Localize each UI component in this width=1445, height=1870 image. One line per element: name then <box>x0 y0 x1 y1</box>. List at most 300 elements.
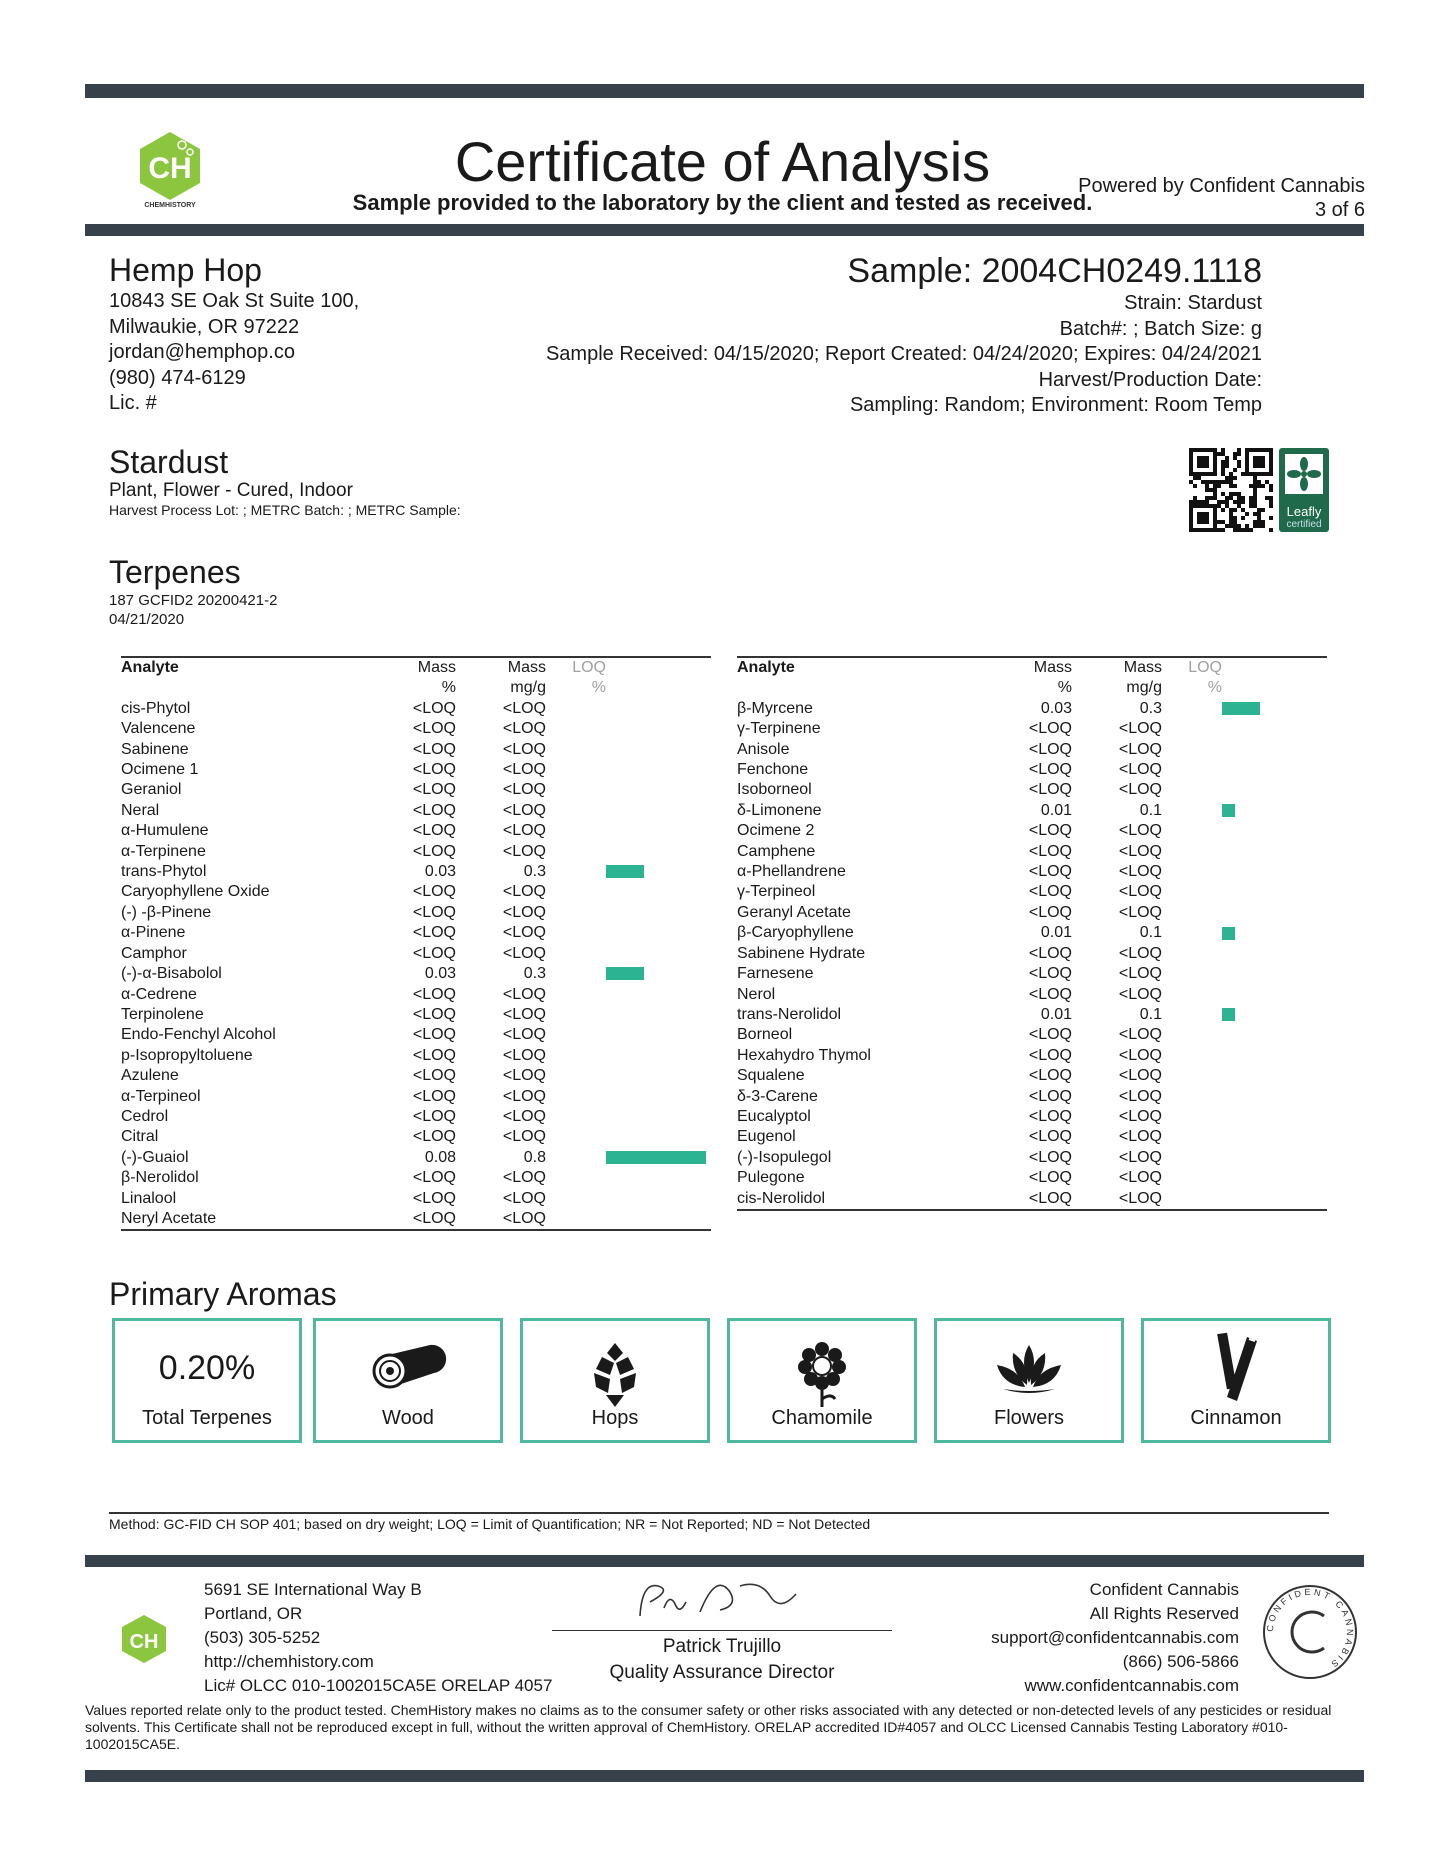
analyte-name: Pulegone <box>737 1169 805 1187</box>
method-rule <box>109 1512 1329 1514</box>
confident-cannabis-seal <box>1260 1582 1360 1682</box>
client-address-2: Milwaukie, OR 97222 <box>109 315 300 338</box>
terpene-row <box>737 780 1327 800</box>
sample-dates: Sample Received: 04/15/2020; Report Created: 04/24/2020; Expires: 04/24/2021 <box>545 343 1262 365</box>
mass-pct: <LOQ <box>412 924 456 942</box>
mass-pct: <LOQ <box>1028 903 1072 921</box>
client-email: jordan@hemphop.co <box>109 341 295 363</box>
product-type: Plant, Flower - Cured, Indoor <box>109 480 353 501</box>
analyte-name: (-)-α-Bisabolol <box>121 965 222 983</box>
analyte-name: trans-Nerolidol <box>737 1005 842 1023</box>
mass-pct: 0.08 <box>424 1148 456 1166</box>
concentration-bar <box>606 865 644 878</box>
mass-pct: <LOQ <box>412 985 456 1003</box>
terpene-row <box>737 985 1327 1005</box>
terpene-row <box>121 821 711 841</box>
cc-rights: All Rights Reserved <box>1089 1604 1239 1623</box>
mass-mg: 0.1 <box>1139 924 1162 942</box>
mass-mg: <LOQ <box>456 1209 546 1230</box>
mass-mg: 0.1 <box>1139 801 1162 819</box>
lab-address-1: 5691 SE International Way B <box>204 1580 422 1599</box>
logo-letters: CH <box>148 152 192 185</box>
analyte-name: δ-3-Carene <box>737 1087 818 1105</box>
mass-mg: <LOQ <box>502 1189 546 1207</box>
analyte-name: Sabinene Hydrate <box>737 944 866 962</box>
terpene-row <box>121 1107 711 1127</box>
col-mass-pct: Mass <box>992 657 1072 678</box>
mass-pct: <LOQ <box>412 1169 456 1187</box>
cc-website[interactable]: www.confidentcannabis.com <box>1024 1676 1239 1695</box>
mass-mg: <LOQ <box>502 1046 546 1064</box>
mass-pct: <LOQ <box>1028 1107 1072 1125</box>
terpene-row <box>737 1189 1327 1210</box>
mass-mg: <LOQ <box>1118 903 1162 921</box>
lab-phone: (503) 305-5252 <box>204 1628 321 1647</box>
mass-pct: 0.01 <box>1040 1005 1072 1023</box>
analyte-name: β-Myrcene <box>737 699 813 717</box>
analyte-name: cis-Phytol <box>121 699 191 717</box>
mass-mg: <LOQ <box>1118 1067 1162 1085</box>
terpene-row <box>737 760 1327 780</box>
analyte-name: Citral <box>121 1128 159 1146</box>
page-title: Certificate of Analysis <box>454 130 991 193</box>
mass-mg: <LOQ <box>502 699 546 717</box>
terpene-row <box>121 760 711 780</box>
mass-mg: <LOQ <box>1118 965 1162 983</box>
terpenes-instrument: 187 GCFID2 20200421-2 <box>109 592 278 609</box>
aroma-label: Cinnamon <box>1190 1407 1282 1429</box>
footer-rule <box>85 1555 1364 1567</box>
terpene-row <box>121 964 711 984</box>
aroma-hops <box>520 1318 710 1443</box>
analyte-name: α-Humulene <box>121 822 209 840</box>
total-terpenes-label: Total Terpenes <box>142 1407 272 1429</box>
terpenes-table-right <box>737 656 1327 1211</box>
analyte-name: Neryl Acetate <box>121 1209 376 1230</box>
analyte-name: Geranyl Acetate <box>737 903 851 921</box>
client-license: Lic. # <box>109 392 157 414</box>
terpene-row <box>737 1127 1327 1147</box>
analyte-name: β-Caryophyllene <box>737 924 854 942</box>
logo-wordmark: CHEMHISTORY <box>144 202 196 208</box>
leafly-label: Leafly <box>1286 504 1322 519</box>
terpene-row <box>737 1087 1327 1107</box>
aroma-label: Chamomile <box>771 1407 873 1429</box>
terpene-row <box>737 842 1327 862</box>
analyte-name: Borneol <box>737 1026 793 1044</box>
leafly-leaf-icon <box>1279 448 1329 500</box>
analyte-name: cis-Nerolidol <box>737 1189 992 1210</box>
mass-pct: <LOQ <box>1028 842 1072 860</box>
mass-pct: <LOQ <box>412 883 456 901</box>
top-rule <box>85 84 1364 98</box>
mass-mg: <LOQ <box>502 985 546 1003</box>
lab-license: Lic# OLCC 010-1002015CA5E ORELAP 4057 <box>204 1676 553 1695</box>
col-analyte: Analyte <box>737 657 992 678</box>
analyte-name: (-) -β-Pinene <box>121 903 212 921</box>
analyte-name: Anisole <box>737 740 790 758</box>
mass-mg: <LOQ <box>1118 761 1162 779</box>
mass-pct: <LOQ <box>376 1209 456 1230</box>
powered-by <box>1078 174 1365 222</box>
analyte-name: Fenchone <box>737 761 809 779</box>
mass-mg: <LOQ <box>502 740 546 758</box>
concentration-bar <box>606 1151 706 1164</box>
analyte-name: Hexahydro Thymol <box>737 1046 871 1064</box>
mass-pct: <LOQ <box>412 903 456 921</box>
cc-name: Confident Cannabis <box>1089 1580 1239 1599</box>
client-address-1: 10843 SE Oak St Suite 100, <box>109 290 360 312</box>
terpene-row <box>737 964 1327 984</box>
terpene-row <box>737 719 1327 739</box>
lab-info <box>204 1578 552 1698</box>
analyte-name: Endo-Fenchyl Alcohol <box>121 1026 276 1044</box>
terpene-row <box>737 862 1327 882</box>
lab-address-2: Portland, OR <box>204 1604 303 1623</box>
mass-mg: <LOQ <box>1118 883 1162 901</box>
leafly-sub: certified <box>1286 519 1322 530</box>
mass-mg: 0.3 <box>1139 699 1162 717</box>
chamomile-icon <box>787 1339 857 1409</box>
client-phone: (980) 474-6129 <box>109 366 246 389</box>
page-number: 3 of 6 <box>1314 199 1365 221</box>
analyte-name: (-)-Isopulegol <box>737 1148 832 1166</box>
unit-pct: % <box>1057 679 1072 697</box>
mass-mg: <LOQ <box>1118 1107 1162 1125</box>
mass-pct: <LOQ <box>412 699 456 717</box>
aromas-title: Primary Aromas <box>109 1276 337 1312</box>
terpene-row <box>737 1025 1327 1045</box>
powered-by-text: Powered by Confident Cannabis <box>1078 175 1365 197</box>
mass-pct: <LOQ <box>1028 1087 1072 1105</box>
terpene-row <box>121 1127 711 1147</box>
product-name: Stardust <box>109 444 229 480</box>
concentration-bar <box>1222 927 1235 940</box>
terpene-row <box>121 842 711 862</box>
signer-title: Quality Assurance Director <box>609 1662 835 1683</box>
analyte-name: Farnesene <box>737 965 814 983</box>
mass-pct: 0.03 <box>424 863 456 881</box>
terpene-row <box>121 985 711 1005</box>
analyte-name: Camphor <box>121 944 187 962</box>
analyte-name: α-Cedrene <box>121 985 197 1003</box>
signature-line <box>552 1630 892 1631</box>
mass-pct: <LOQ <box>1028 1067 1072 1085</box>
signer-name: Patrick Trujillo <box>662 1636 782 1657</box>
mass-mg: <LOQ <box>1118 842 1162 860</box>
mass-pct: <LOQ <box>1028 1148 1072 1166</box>
mass-mg: <LOQ <box>502 1169 546 1187</box>
mass-pct: <LOQ <box>412 822 456 840</box>
col-mass-mg: Mass <box>1072 657 1162 678</box>
mass-mg: <LOQ <box>502 1067 546 1085</box>
terpene-row <box>737 801 1327 821</box>
analyte-name: Linalool <box>121 1189 177 1207</box>
mass-mg: <LOQ <box>1118 944 1162 962</box>
aroma-wood <box>313 1318 503 1443</box>
sample-strain: Strain: Stardust <box>1124 292 1262 314</box>
analyte-name: Geraniol <box>121 781 182 799</box>
mass-mg: <LOQ <box>502 924 546 942</box>
mass-mg: <LOQ <box>502 822 546 840</box>
client-card <box>85 250 1354 430</box>
analyte-name: Squalene <box>737 1067 805 1085</box>
cinnamon-icon <box>1201 1329 1271 1409</box>
terpene-row <box>737 1107 1327 1127</box>
terpene-row <box>121 1168 711 1188</box>
terpene-row <box>737 903 1327 923</box>
terpene-row <box>121 862 711 882</box>
mass-pct: <LOQ <box>412 720 456 738</box>
qr-code[interactable] <box>1189 448 1273 532</box>
analyte-name: Camphene <box>737 842 816 860</box>
mass-pct: 0.01 <box>1040 801 1072 819</box>
terpene-row <box>737 1148 1327 1168</box>
analyte-name: α-Pinene <box>121 924 186 942</box>
analyte-name: δ-Limonene <box>737 801 822 819</box>
mass-pct: <LOQ <box>412 1026 456 1044</box>
mass-mg: <LOQ <box>1118 863 1162 881</box>
mass-pct: <LOQ <box>412 1046 456 1064</box>
terpene-row <box>737 1046 1327 1066</box>
terpene-row <box>737 1168 1327 1188</box>
terpenes-date: 04/21/2020 <box>109 611 185 628</box>
terpenes-card <box>85 552 1354 1260</box>
mass-pct: <LOQ <box>1028 822 1072 840</box>
unit-loq: % <box>1207 679 1222 697</box>
mass-mg: <LOQ <box>1118 1128 1162 1146</box>
mass-pct: <LOQ <box>412 1067 456 1085</box>
leafly-badge[interactable] <box>1279 448 1329 532</box>
client-name: Hemp Hop <box>109 252 262 288</box>
terpene-row <box>121 1046 711 1066</box>
total-terpenes-value: 0.20% <box>158 1349 256 1387</box>
terpene-row <box>737 1005 1327 1025</box>
terpene-row <box>121 1066 711 1086</box>
terpenes-title: Terpenes <box>109 554 241 590</box>
footer-logo <box>116 1612 172 1668</box>
unit-loq: % <box>591 679 606 697</box>
mass-pct: <LOQ <box>412 740 456 758</box>
terpene-row <box>737 740 1327 760</box>
terpene-row <box>121 699 711 719</box>
mass-mg: <LOQ <box>502 781 546 799</box>
concentration-bar <box>1222 804 1235 817</box>
mass-mg: <LOQ <box>1118 720 1162 738</box>
terpene-row <box>121 1087 711 1107</box>
concentration-bar <box>606 967 644 980</box>
mass-pct: <LOQ <box>412 1128 456 1146</box>
aroma-label: Wood <box>382 1407 434 1429</box>
hops-icon <box>580 1339 650 1409</box>
cc-info <box>991 1578 1239 1698</box>
aroma-flowers <box>934 1318 1124 1443</box>
terpene-row <box>737 821 1327 841</box>
terpene-row <box>121 801 711 821</box>
analyte-name: Caryophyllene Oxide <box>121 883 270 901</box>
col-analyte: Analyte <box>121 657 376 678</box>
mass-pct: <LOQ <box>1028 985 1072 1003</box>
mass-mg: <LOQ <box>502 883 546 901</box>
mass-pct: <LOQ <box>412 1087 456 1105</box>
mass-mg: <LOQ <box>1072 1189 1162 1210</box>
analyte-name: (-)-Guaiol <box>121 1148 189 1166</box>
mass-mg: <LOQ <box>502 903 546 921</box>
mass-pct: <LOQ <box>1028 1046 1072 1064</box>
concentration-bar <box>1222 1008 1235 1021</box>
analyte-name: α-Terpineol <box>121 1087 201 1105</box>
mass-mg: <LOQ <box>1118 1087 1162 1105</box>
analyte-name: Neral <box>121 801 160 819</box>
lab-website[interactable]: http://chemhistory.com <box>204 1652 374 1671</box>
analyte-name: α-Phellandrene <box>737 863 846 881</box>
disclaimer: Values reported relate only to the product tested. ChemHistory makes no claims as to the consumer safety or other risks associated with any detected or non-detected levels of any pesticides or residual solvents. This Certificate shall not be reproduced except in full, without the written approval of ChemHistory. ORELAP accredited ID#4057 and OLCC Licensed Cannabis Testing Laboratory #010-1002015CA5E. <box>85 1702 1332 1752</box>
mass-mg: <LOQ <box>1118 1169 1162 1187</box>
mass-mg: <LOQ <box>502 842 546 860</box>
mass-mg: <LOQ <box>1118 822 1162 840</box>
analyte-name: trans-Phytol <box>121 863 207 881</box>
mass-pct: <LOQ <box>412 781 456 799</box>
mass-mg: <LOQ <box>502 720 546 738</box>
mass-pct: <LOQ <box>1028 1169 1072 1187</box>
analyte-name: Isoborneol <box>737 781 812 799</box>
mass-pct: <LOQ <box>992 1189 1072 1210</box>
mass-pct: 0.01 <box>1040 924 1072 942</box>
col-mass-pct: Mass <box>376 657 456 678</box>
unit-mg: mg/g <box>1126 679 1162 697</box>
mass-mg: <LOQ <box>502 1128 546 1146</box>
terpene-row <box>121 1148 711 1168</box>
mass-pct: <LOQ <box>1028 1026 1072 1044</box>
product-card <box>85 440 1354 540</box>
mass-mg: 0.8 <box>523 1148 546 1166</box>
mass-pct: <LOQ <box>1028 944 1072 962</box>
mass-mg: <LOQ <box>502 1087 546 1105</box>
mass-mg: <LOQ <box>502 761 546 779</box>
aroma-chamomile <box>727 1318 917 1443</box>
sample-id: Sample: 2004CH0249.1118 <box>847 252 1262 290</box>
mass-mg: <LOQ <box>502 1107 546 1125</box>
analyte-name: Ocimene 1 <box>121 761 199 779</box>
sample-batch: Batch#: ; Batch Size: g <box>1059 317 1262 340</box>
mass-mg: 0.3 <box>523 863 546 881</box>
terpene-row <box>121 1025 711 1045</box>
col-mass-mg: Mass <box>456 657 546 678</box>
mass-mg: <LOQ <box>1118 1046 1162 1064</box>
mass-mg: <LOQ <box>502 801 546 819</box>
terpene-row <box>121 780 711 800</box>
analyte-name: Terpinolene <box>121 1005 204 1023</box>
concentration-bar <box>1222 702 1260 715</box>
mass-pct: <LOQ <box>412 1107 456 1125</box>
aroma-total-terpenes <box>112 1318 302 1443</box>
terpene-row <box>737 882 1327 902</box>
analyte-name: Sabinene <box>121 740 189 758</box>
log-icon <box>368 1339 448 1399</box>
analyte-name: Ocimene 2 <box>737 822 815 840</box>
mass-pct: <LOQ <box>1028 965 1072 983</box>
mass-pct: <LOQ <box>412 842 456 860</box>
terpene-row <box>737 1066 1327 1086</box>
mass-pct: <LOQ <box>412 1005 456 1023</box>
mass-mg: <LOQ <box>502 1005 546 1023</box>
mass-pct: <LOQ <box>412 1189 456 1207</box>
mass-pct: <LOQ <box>1028 883 1072 901</box>
mass-pct: <LOQ <box>1028 1128 1072 1146</box>
mass-mg: <LOQ <box>1118 740 1162 758</box>
mass-pct: <LOQ <box>1028 761 1072 779</box>
terpene-row <box>737 699 1327 719</box>
analyte-name: Nerol <box>737 985 776 1003</box>
sample-harvest-date: Harvest/Production Date: <box>1038 368 1262 391</box>
terpene-row <box>737 944 1327 964</box>
terpene-row <box>121 1189 711 1209</box>
mass-mg: <LOQ <box>1118 1026 1162 1044</box>
signature <box>620 1572 820 1628</box>
analyte-name: Cedrol <box>121 1107 169 1125</box>
lotus-icon <box>989 1339 1069 1399</box>
col-loq: LOQ <box>546 657 606 678</box>
terpene-row <box>121 740 711 760</box>
mass-pct: <LOQ <box>1028 781 1072 799</box>
analyte-name: Eugenol <box>737 1128 796 1146</box>
analyte-name: Eucalyptol <box>737 1107 811 1125</box>
unit-mg: mg/g <box>510 679 546 697</box>
mass-pct: 0.03 <box>1040 699 1072 717</box>
footer-logo-letters: CH <box>129 1631 159 1653</box>
mass-pct: <LOQ <box>1028 740 1072 758</box>
analyte-name: β-Nerolidol <box>121 1169 199 1187</box>
cc-phone: (866) 506-5866 <box>1122 1652 1239 1671</box>
analyte-name: p-Isopropyltoluene <box>121 1046 253 1064</box>
unit-pct: % <box>441 679 456 697</box>
col-loq: LOQ <box>1162 657 1222 678</box>
mass-pct: <LOQ <box>412 944 456 962</box>
sample-sampling: Sampling: Random; Environment: Room Temp <box>849 394 1262 416</box>
mass-mg: <LOQ <box>1118 781 1162 799</box>
mass-mg: <LOQ <box>1118 985 1162 1003</box>
terpene-row <box>121 882 711 902</box>
aroma-label: Flowers <box>993 1407 1064 1429</box>
terpene-row <box>121 1209 711 1230</box>
terpene-row <box>121 903 711 923</box>
mass-pct: <LOQ <box>1028 720 1072 738</box>
aroma-cinnamon <box>1141 1318 1331 1443</box>
terpene-row <box>121 944 711 964</box>
mass-pct: <LOQ <box>412 801 456 819</box>
analyte-name: Azulene <box>121 1067 179 1085</box>
analyte-name: γ-Terpinene <box>737 720 821 738</box>
aroma-label: Hops <box>591 1407 639 1429</box>
mass-pct: <LOQ <box>1028 863 1072 881</box>
method-note: Method: GC-FID CH SOP 401; based on dry weight; LOQ = Limit of Quantification; NR = Not Reported; ND = Not Detected <box>109 1516 871 1532</box>
terpene-row <box>121 923 711 943</box>
mass-mg: <LOQ <box>502 944 546 962</box>
mass-pct: <LOQ <box>412 761 456 779</box>
terpene-row <box>121 719 711 739</box>
analyte-name: Valencene <box>121 720 196 738</box>
terpenes-table-left <box>121 656 711 1231</box>
analyte-name: α-Terpinene <box>121 842 206 860</box>
mass-mg: 0.1 <box>1139 1005 1162 1023</box>
terpene-row <box>737 923 1327 943</box>
signer <box>552 1634 892 1686</box>
cc-email[interactable]: support@confidentcannabis.com <box>991 1628 1239 1647</box>
page-subtitle: Sample provided to the laboratory by the client and tested as received. <box>352 190 1093 215</box>
mass-mg: <LOQ <box>1118 1148 1162 1166</box>
product-lots: Harvest Process Lot: ; METRC Batch: ; METRC Sample: <box>109 502 461 518</box>
header-rule <box>85 224 1364 236</box>
